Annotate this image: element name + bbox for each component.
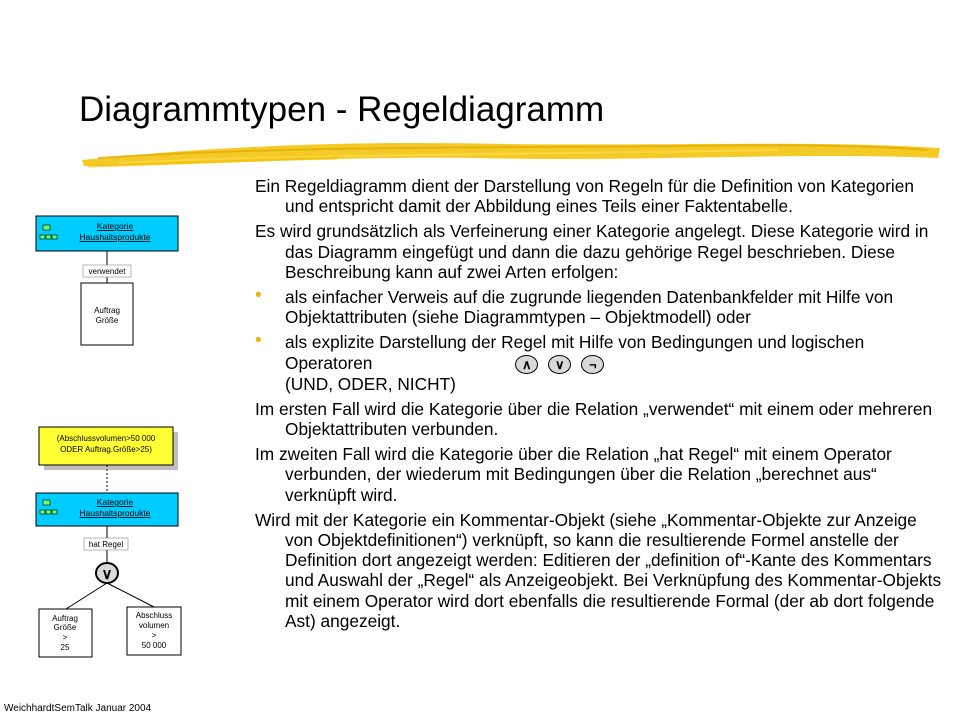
diagram-bottom [36,427,181,657]
edge-label-hat-regel: hat Regel [88,540,124,549]
condition-1-label-2: Größe [53,623,77,632]
comment-label-1: (Abschlussvolumen>50 000 [56,434,156,443]
bullet-2-operators-text: (UND, ODER, NICHT) [285,373,456,394]
rule-diagram-figures [0,0,250,720]
comment-label-2: ODER Auftrag.Größe>25) [60,445,152,454]
condition-1-label-3: > [62,633,68,642]
category-label-1: Kategorie [96,221,134,231]
and-operator-icon: ∧ [515,355,538,374]
condition-1-label-1: Auftrag [52,614,78,623]
condition-2-label-4: 50 000 [141,641,167,650]
condition-1-label-4: 25 [60,643,70,652]
footer-text: WeichhardtSemTalk Januar 2004 [4,703,152,714]
diagram-top [36,216,178,345]
not-operator-icon: ¬ [581,355,604,374]
or-operator-icon: ∨ [548,355,571,374]
bullet-item-2 [255,332,945,393]
operator-icons [515,355,604,374]
condition-2-label-2: volumen [138,621,170,630]
category-label-1: Kategorie [96,497,134,507]
or-operator-symbol: ∨ [101,566,113,583]
attribute-label-1: Auftrag [94,306,120,315]
bullet-2-text: als explizite Darstellung der Regel mit Hilfe von Bedingungen und logischen Operatoren [285,332,865,373]
edge-label-verwendet: verwendet [88,267,126,276]
paragraph-3: Im ersten Fall wird die Kategorie über die Relation „verwendet“ mit einem oder mehreren Objektattributen verbunden. [255,398,933,439]
bullet-1-text: als einfacher Verweis auf die zugrunde liegenden Datenbankfelder mit Hilfe von Objektattributen (siehe Diagrammtypen – Objektmodell) oder [285,287,894,328]
edge-to-condition-1 [66,583,107,609]
condition-2-label-3: > [151,631,157,640]
bullet-dot-icon: • [255,330,262,352]
paragraph-2: Es wird grundsätzlich als Verfeinerung einer Kategorie angelegt. Diese Kategorie wird in das Diagramm eingefügt und dann die dazu gehörige Regel beschrieben. Diese Beschreibung kann auf zwei Arten erfolgen: [255,221,929,282]
edge-to-condition-2 [107,583,154,607]
slide-body [255,176,945,636]
category-label-2: Haushaltsprodukte [79,508,151,518]
condition-2-label-1: Abschluss [135,611,173,620]
paragraph-4: Im zweiten Fall wird die Kategorie über die Relation „hat Regel“ mit einem Operator verbunden, der wiederum mit Bedingungen über die Relation „berechnet aus“ verknüpft wird. [255,444,892,505]
paragraph-1: Ein Regeldiagramm dient der Darstellung von Regeln für die Definition von Kategorien und entspricht damit der Abbildung eines Teils einer Faktentabelle. [255,176,914,217]
paragraph-5: Wird mit der Kategorie ein Kommentar-Objekt (siehe „Kommentar-Objekte zur Anzeige von Objektdefinitionen“) verknüpft, so kann die resultierende Formel anstelle der Definition dort angezeigt werden: Editieren der „definition of“-Kante des Kommentars und Auswahl der „Regel“ als Anzeigeobjekt. Bei Verknüpfung des Kommentar-Objekts mit einem Operator wird dort ebenfalls die resultierende Formal (der ab dort folgende Ast) angezeigt. [255,509,942,631]
attribute-label-2: Größe [95,316,119,325]
bullet-dot-icon: • [255,285,262,307]
slide-title: Diagrammtypen - Regeldiagramm [79,90,605,129]
bullet-item-1 [255,287,945,327]
category-label-2: Haushaltsprodukte [79,232,151,242]
